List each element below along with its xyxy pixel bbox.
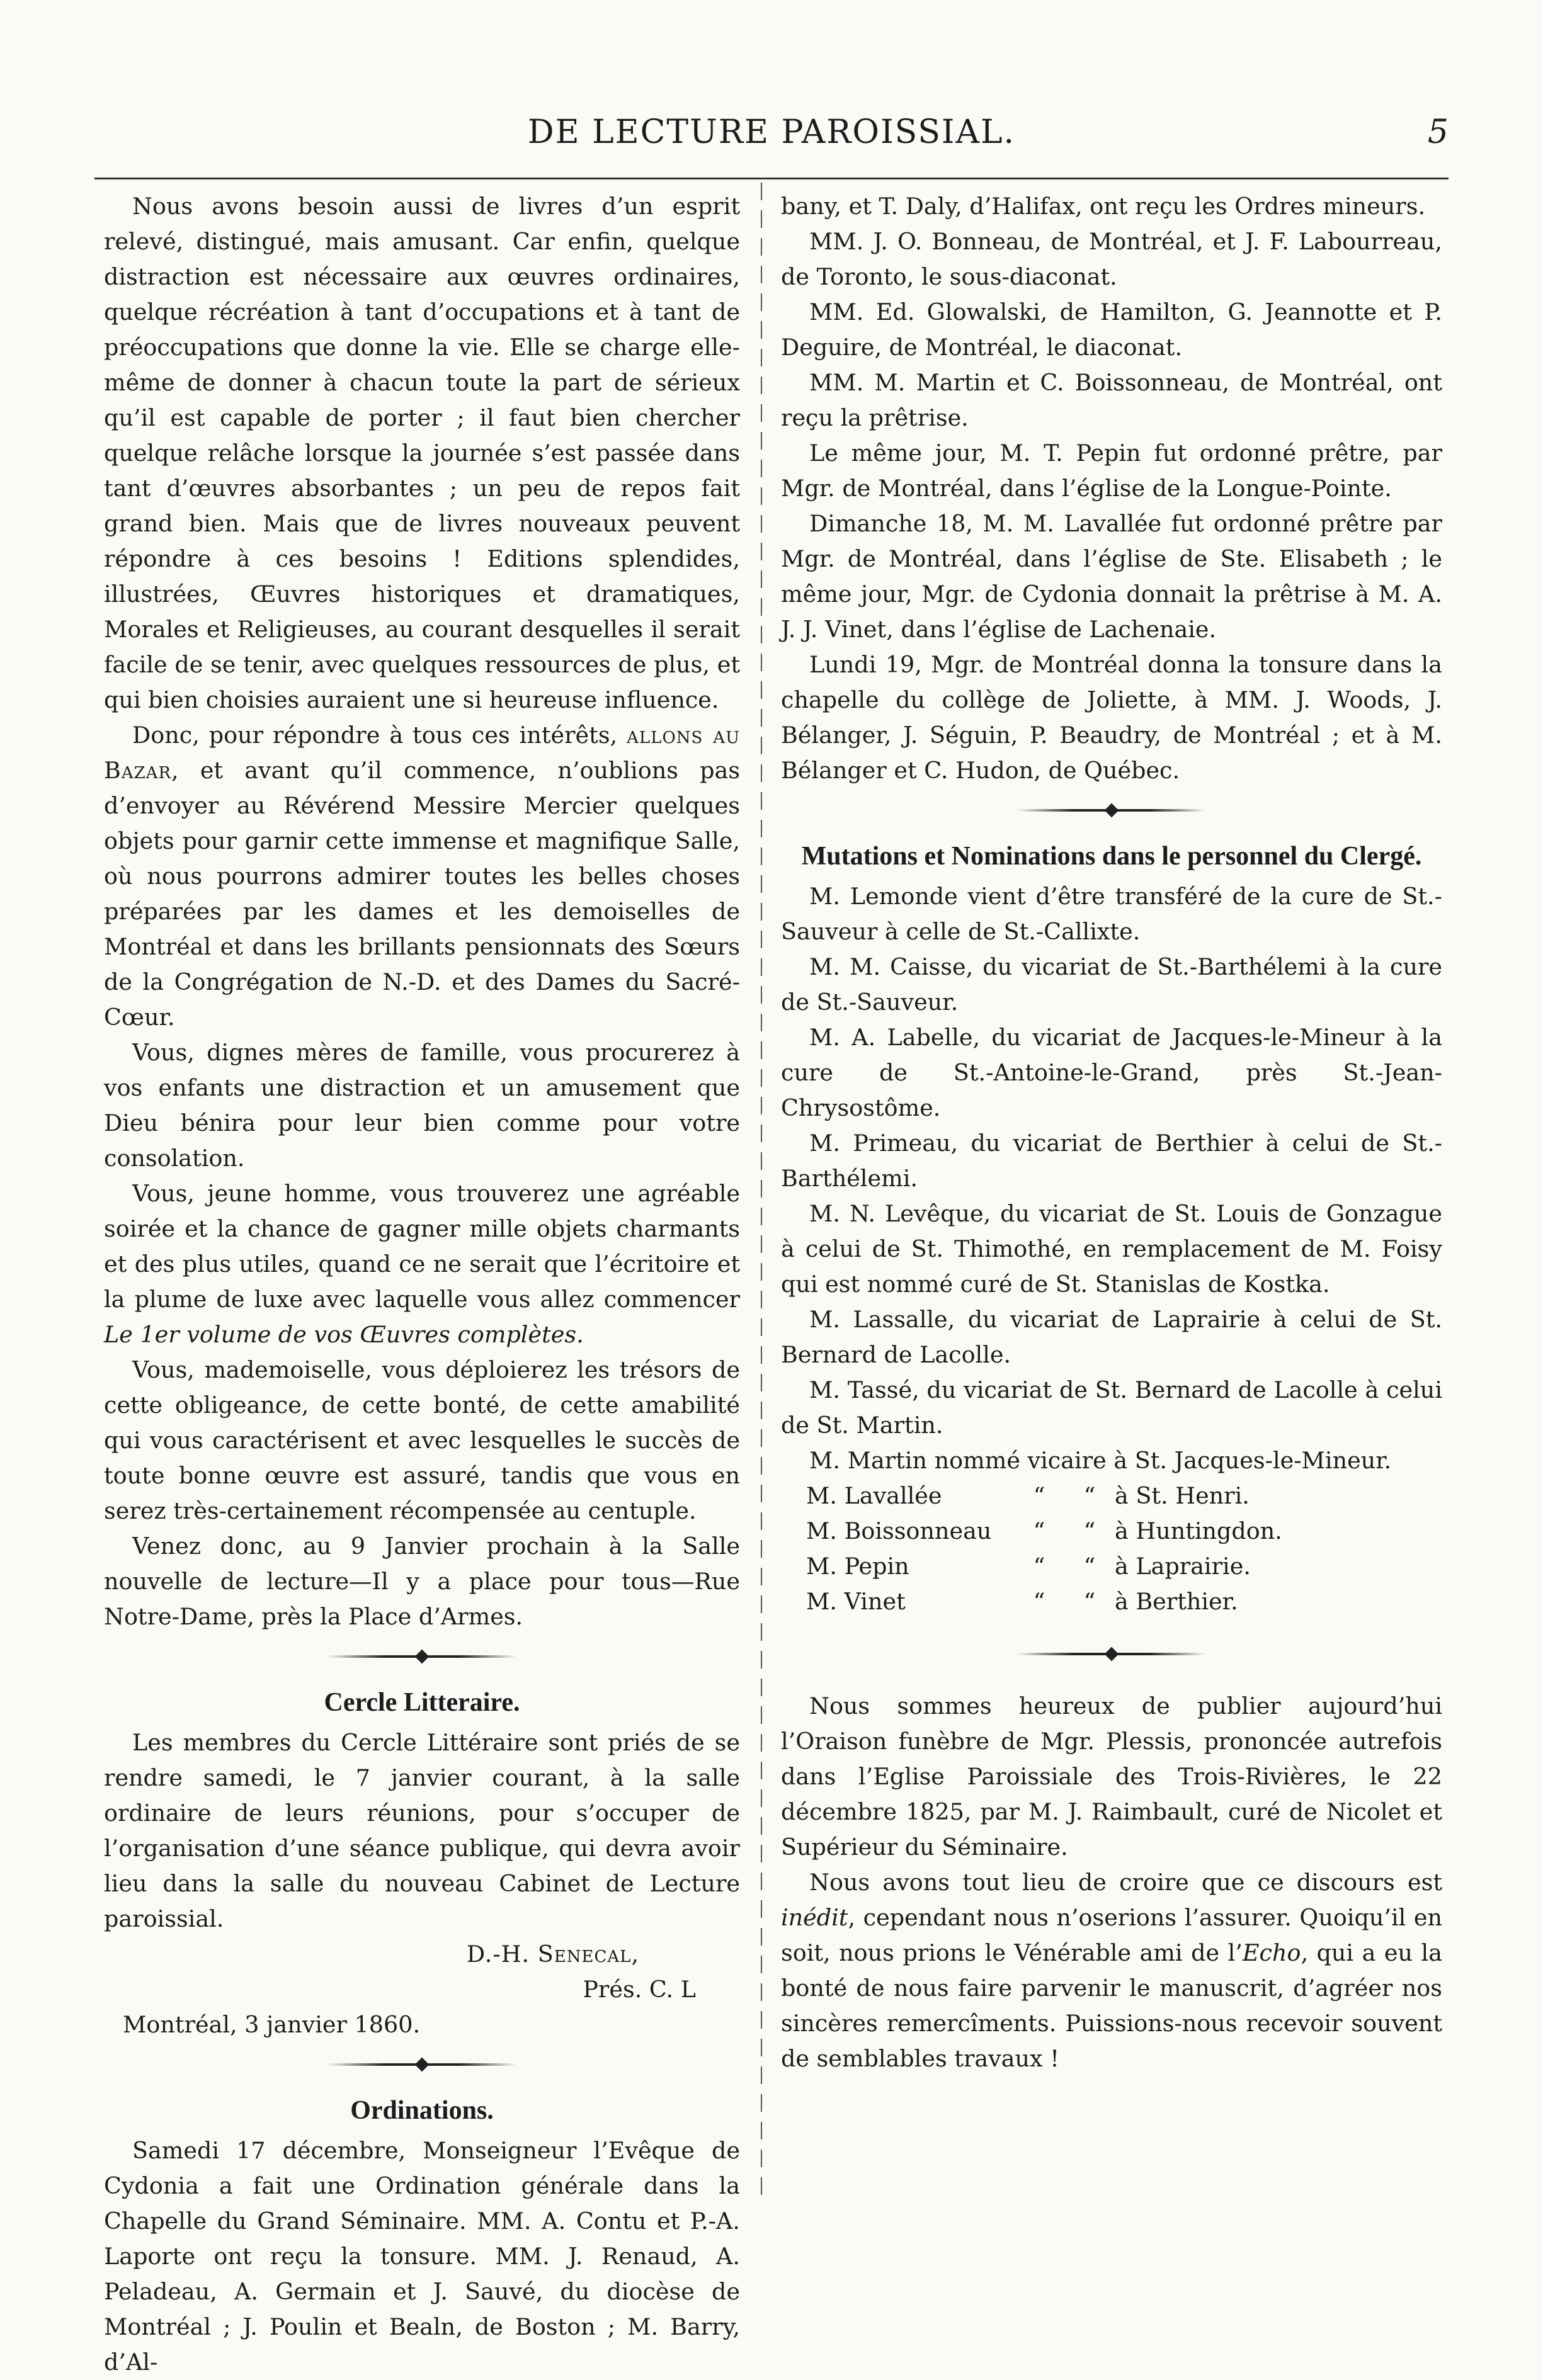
running-title: DE LECTURE PAROISSIAL. <box>527 113 1016 151</box>
paragraph-bazar <box>104 718 740 1035</box>
ordinations-deacons: MM. Ed. Glowalski, de Hamilton, G. Jeannotte et P. Deguire, de Montréal, le diaconat. <box>781 298 1442 361</box>
echo-italic: Echo <box>1242 1939 1301 1966</box>
ordinations-same-day: Le même jour, M. T. Pepin fut ordonné prêtre, par Mgr. de Montréal, dans l’église de la Longue-Pointe. <box>781 439 1442 502</box>
paragraph-inedit: Nous avons tout lieu de croire que ce discours est inédit, cependant nous n’oserions l’assurer. Quoiqu’il en soit, nous prions le Vénérable ami de l’Echo, qui a eu la bonté de nous faire parvenir le manuscrit, d’agréer nos sincères remercîments. Puissions-nous recevoir souvent de semblables travaux ! <box>781 1869 1442 2072</box>
section-ornament <box>781 1619 1442 1689</box>
young-man-italic: Le 1er volume de vos Œuvres complètes. <box>104 1321 584 1348</box>
ordinations-subdeacons: MM. J. O. Bonneau, de Montréal, et J. F. Labourreau, de Toronto, le sous-diaconat. <box>781 228 1442 290</box>
column-divider <box>761 183 762 2197</box>
paragraph-mademoiselle: Vous, mademoiselle, vous déploierez les trésors de cette obligeance, de cette bonté, de cette amabilité qui vous caractérisent et avec lesquelles le succès de toute bonne œuvre est assuré, tandis que vous en serez très-certainement récompensée au centuple. <box>104 1356 740 1524</box>
mutation-row: M. Vinet “ “ à Berthier. <box>806 1588 1238 1615</box>
mutation-item: M. Lemonde vient d’être transféré de la cure de St.-Sauveur à celle de St.-Callixte. <box>781 883 1442 945</box>
cercle-text: Les membres du Cercle Littéraire sont priés de se rendre samedi, le 7 janvier courant, à la salle ordinaire de leurs réunions, pour s’occuper de l’organisation d’une séance publique, qui devra avoir lieu dans la salle du nouveau Cabinet de Lecture paroissial. <box>104 1729 740 1932</box>
paragraph-mothers: Vous, dignes mères de famille, vous procurerez à vos enfants une distraction et un amusement que Dieu bénira pour leur bien comme pour votre consolation. <box>104 1039 740 1172</box>
paragraph-young-man <box>104 1176 740 1352</box>
signature-title: Prés. C. L <box>583 1976 696 2003</box>
mutation-item: M. N. Levêque, du vicariat de St. Louis de Gonzague à celui de St. Thimothé, en remplacement de M. Foisy qui est nommé curé de St. Stanislas de Kostka. <box>781 1200 1442 1298</box>
paragraph-venez: Venez donc, au 9 Janvier prochain à la Salle nouvelle de lecture—Il y a place pour tous—Rue Notre-Dame, près la Place d’Armes. <box>104 1533 740 1630</box>
signature-name: D.-H. Senecal, <box>466 1941 639 1968</box>
mutation-item: M. Martin nommé vicaire à St. Jacques-le-Mineur. <box>809 1447 1392 1474</box>
bazar-caps: allons au Bazar <box>104 722 740 784</box>
page-number: 5 <box>1427 113 1449 151</box>
bazar-text-pre: Donc, pour répondre à tous ces intérêts, <box>132 722 627 749</box>
ordinations-title: Ordinations. <box>350 2096 494 2125</box>
ordinations-sunday: Dimanche 18, M. M. Lavallée fut ordonné prêtre par Mgr. de Montréal, dans l’église de Ste. Elisabeth ; le même jour, Mgr. de Cydonia donnait la prêtrise à M. A. J. J. Vinet, dans l’église de Lachenaie. <box>781 510 1442 643</box>
mutation-row: M. Boissonneau “ “ à Huntingdon. <box>806 1517 1282 1544</box>
left-column <box>104 189 740 2376</box>
ordinations-text: Samedi 17 décembre, Monseigneur l’Evêque de Cydonia a fait une Ordination générale dans la Chapelle du Grand Séminaire. MM. A. Contu et P.-A. Laporte ont reçu la tonsure. MM. J. Renaud, A. Peladeau, A. Germain et J. Sauvé, du diocèse de Montréal ; J. Poulin et Bealn, de Boston ; M. Barry, d’Al- <box>104 2137 740 2376</box>
bazar-text-post: , et avant qu’il commence, n’oublions pas d’envoyer au Révérend Messire Mercier quelques objets pour garnir cette immense et magnifique Salle, où nous pourrons admirer toutes les belles choses préparées par les dames et les demoiselles de Montréal et dans les brillants pensionnats des Sœurs de la Congrégation de N.-D. et des Dames du Sacré-Cœur. <box>104 757 740 1031</box>
inedit-italic: inédit <box>781 1904 848 1931</box>
young-man-text: Vous, jeune homme, vous trouverez une agréable soirée et la chance de gagner mille objets charmants et des plus utiles, quand ce ne serait que l’écritoire et la plume de luxe avec laquelle vous allez commencer <box>104 1180 740 1313</box>
mutation-item: M. Tassé, du vicariat de St. Bernard de Lacolle à celui de St. Martin. <box>781 1376 1442 1439</box>
cercle-title: Cercle Litteraire. <box>324 1688 520 1717</box>
ordinations-continued: bany, et T. Daly, d’Halifax, ont reçu les Ordres mineurs. <box>781 193 1426 220</box>
section-ornament <box>104 1635 740 1679</box>
mutation-item: M. M. Caisse, du vicariat de St.-Barthélemi à la cure de St.-Sauveur. <box>781 953 1442 1016</box>
ordinations-priests: MM. M. Martin et C. Boissonneau, de Montréal, ont reçu la prêtrise. <box>781 369 1442 431</box>
paragraph-books: Nous avons besoin aussi de livres d’un esprit relevé, distingué, mais amusant. Car enfin, quelque distraction est nécessaire aux œuvres ordinaires, quelque récréation à tant d’occupations et à tant de préoccupations que donne la vie. Elle se charge elle-même de donner à chacun toute la part de sérieux qu’il est capable de porter ; il faut bien chercher quelque relâche lorsque la journée s’est passée dans tant d’œuvres absorbantes ; un peu de repos fait grand bien. Mais que de livres nouveaux peuvent répondre à ces besoins ! Editions splendides, illustrées, Œuvres historiques et dramatiques, Morales et Religieuses, au courant desquelles il serait facile de se tenir, avec quelques ressources de plus, et qui bien choisies auraient une si heureuse influence. <box>104 193 740 713</box>
mutation-row: M. Pepin “ “ à Laprairie. <box>806 1553 1251 1580</box>
section-ornament <box>104 2043 740 2087</box>
signature-date: Montréal, 3 janvier 1860. <box>123 2011 421 2038</box>
mutations-title: Mutations et Nominations dans le personnel du Clergé. <box>801 842 1422 871</box>
paragraph-oraison: Nous sommes heureux de publier aujourd’hui l’Oraison funèbre de Mgr. Plessis, prononcée autrefois dans l’Eglise Paroissiale des Trois-Rivières, le 22 décembre 1825, par M. J. Raimbault, curé de Nicolet et Supérieur du Séminaire. <box>781 1692 1442 1861</box>
page-header <box>94 107 1449 170</box>
right-column <box>781 189 1442 2197</box>
mutation-item: M. Primeau, du vicariat de Berthier à celui de St.-Barthélemi. <box>781 1130 1442 1192</box>
header-rule <box>94 178 1449 179</box>
ordinations-monday: Lundi 19, Mgr. de Montréal donna la tonsure dans la chapelle du collège de Joliette, à MM. J. Woods, J. Bélanger, J. Séguin, P. Beaudry, de Montréal ; et à M. Bélanger et C. Hudon, de Québec. <box>781 651 1442 784</box>
mutation-row: M. Lavallée “ “ à St. Henri. <box>806 1482 1250 1509</box>
section-ornament <box>781 788 1442 832</box>
mutation-item: M. A. Labelle, du vicariat de Jacques-le-Mineur à la cure de St.-Antoine-le-Grand, près St.-Jean-Chrysostôme. <box>781 1024 1442 1121</box>
mutation-item: M. Lassalle, du vicariat de Laprairie à celui de St. Bernard de Lacolle. <box>781 1306 1442 1368</box>
